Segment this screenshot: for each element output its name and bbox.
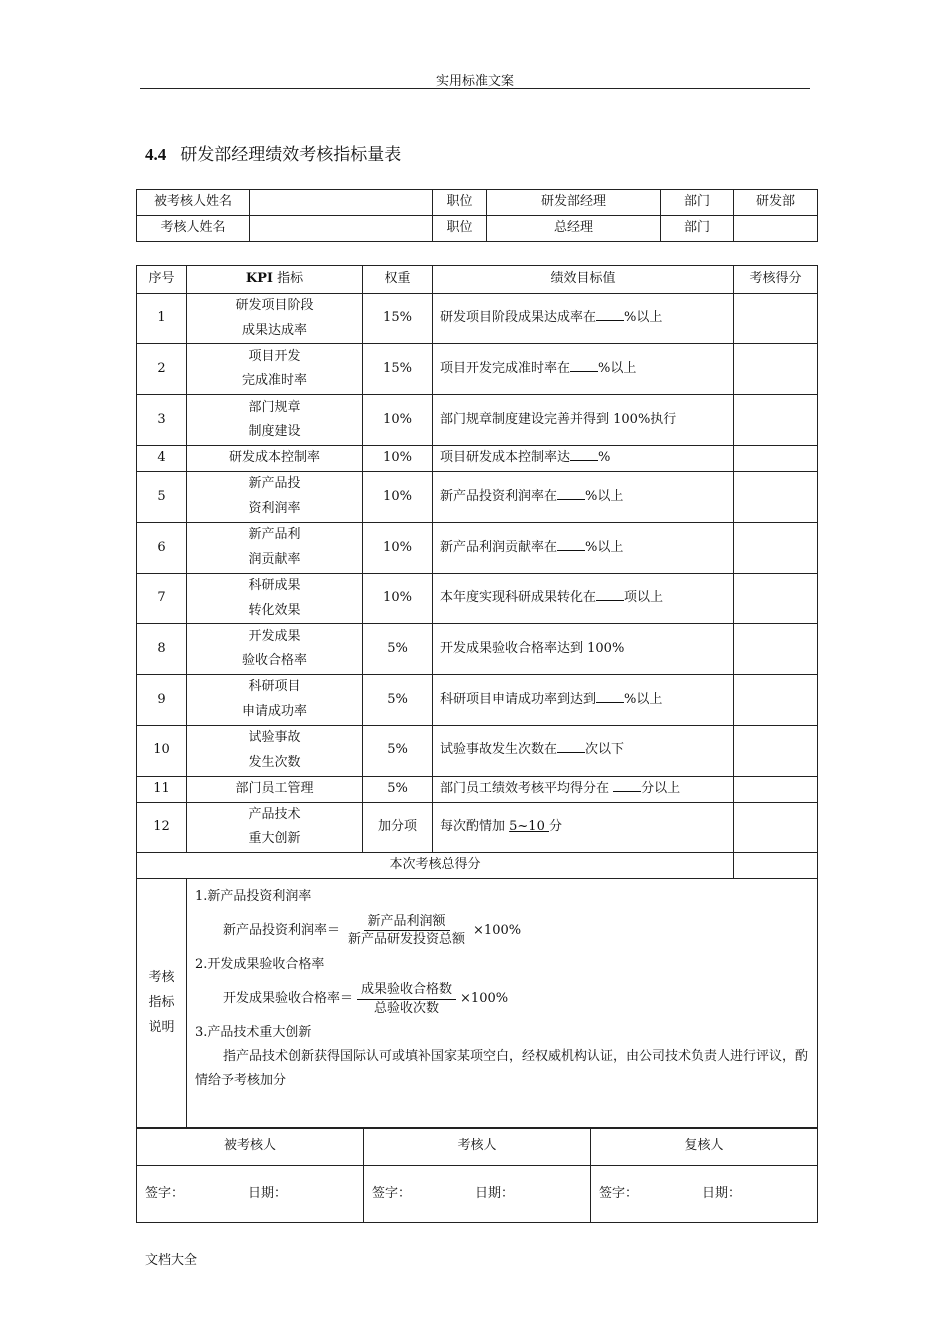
kpi-score-cell[interactable]	[734, 574, 818, 624]
kpi-row	[137, 776, 818, 802]
kpi-name-line2: 资利润率	[248, 501, 301, 517]
fill-blank[interactable]	[596, 309, 624, 321]
kpi-score-cell[interactable]	[734, 294, 818, 344]
kpi-score-cell[interactable]	[734, 446, 818, 472]
kpi-target-text: 本年度实现科研成果转化在	[440, 590, 597, 606]
formula2-left: 开发成果验收合格率＝	[223, 991, 354, 1007]
page-header: 实用标准文案	[435, 74, 514, 89]
kpi-target-text: 新产品利润贡献率在	[440, 539, 558, 555]
formula2-denominator: 总验收次数	[374, 1000, 440, 1016]
col-header-score: 考核得分	[734, 266, 818, 294]
signature-row	[137, 1166, 818, 1223]
kpi-weight: 10%	[363, 574, 433, 624]
kpi-row	[137, 472, 818, 523]
kpi-weight: 5%	[363, 624, 433, 675]
kpi-name-line1: 科研成果	[248, 578, 301, 594]
kpi-target-text: 研发项目阶段成果达成率在	[440, 310, 597, 326]
kpi-target-suffix: %以上	[585, 488, 624, 504]
appraisee-position-label: 职位	[433, 190, 487, 216]
kpi-no: 7	[137, 574, 187, 624]
note1-title: 1.新产品投资利润率	[195, 888, 312, 904]
kpi-score-cell[interactable]	[734, 344, 818, 395]
kpi-name	[187, 725, 363, 776]
fill-blank[interactable]	[570, 360, 598, 372]
kpi-target	[433, 523, 734, 574]
notes-content	[187, 878, 818, 1128]
kpi-no: 2	[137, 344, 187, 395]
note3-text: 指产品技术创新获得国际认可或填补国家某项空白，经权威机构认证，由公司技术负责人进行评议，酌情给予考核加分	[195, 1049, 809, 1089]
kpi-weight: 10%	[363, 472, 433, 523]
kpi-weight: 加分项	[363, 802, 433, 852]
kpi-target	[433, 776, 734, 802]
kpi-no: 4	[137, 446, 187, 472]
kpi-target	[433, 472, 734, 523]
kpi-score-cell[interactable]	[734, 523, 818, 574]
kpi-name-line1: 新产品利	[248, 527, 301, 543]
kpi-name-line2: 申请成功率	[241, 704, 307, 720]
note2-title: 2.开发成果验收合格率	[195, 957, 325, 973]
kpi-name-line1: 试验事故	[248, 730, 301, 746]
kpi-name-line1: 产品技术	[248, 806, 301, 822]
kpi-row	[137, 294, 818, 344]
sign-cell-appraisee[interactable]	[137, 1166, 364, 1223]
col-header-weight: 权重	[363, 266, 433, 294]
fill-blank[interactable]	[596, 691, 624, 703]
kpi-target-text: 项目研发成本控制率达	[440, 450, 571, 466]
fill-blank[interactable]	[613, 780, 641, 792]
kpi-target-suffix: %以上	[598, 361, 637, 377]
kpi-name-line2: 重大创新	[248, 831, 301, 847]
kpi-name-line1: 科研项目	[248, 679, 301, 695]
formula2-right: ×100%	[460, 991, 509, 1007]
notes-label-line2: 指标	[148, 995, 175, 1011]
formula2-numerator: 成果验收合格数	[357, 981, 456, 1000]
kpi-header-row	[137, 266, 818, 294]
col-header-target: 绩效目标值	[433, 266, 734, 294]
appraisee-name-label: 被考核人姓名	[137, 190, 250, 216]
kpi-name	[187, 294, 363, 344]
kpi-no: 6	[137, 523, 187, 574]
kpi-no: 12	[137, 802, 187, 852]
info-row-appraiser	[137, 216, 818, 242]
info-row-appraisee	[137, 190, 818, 216]
kpi-score-cell[interactable]	[734, 802, 818, 852]
kpi-target	[433, 574, 734, 624]
total-score-cell[interactable]	[734, 852, 818, 878]
fill-blank[interactable]	[557, 539, 585, 551]
formula1-right: ×100%	[473, 922, 522, 938]
kpi-no: 5	[137, 472, 187, 523]
sign-header-reviewer: 复核人	[591, 1128, 818, 1166]
kpi-target-suffix: 分以上	[641, 780, 681, 796]
kpi-target-suffix: %以上	[624, 310, 663, 326]
kpi-weight: 5%	[363, 675, 433, 725]
sign-header-appraiser: 考核人	[364, 1128, 591, 1166]
sign-label: 签字：	[599, 1185, 639, 1201]
kpi-target	[433, 344, 734, 395]
kpi-target	[433, 725, 734, 776]
kpi-name-line1: 研发项目阶段	[235, 298, 314, 313]
kpi-target	[433, 624, 734, 675]
kpi-score-cell[interactable]	[734, 624, 818, 675]
kpi-name	[187, 574, 363, 624]
kpi-weight: 15%	[363, 344, 433, 395]
appraisee-dept-value: 研发部	[734, 190, 818, 216]
kpi-name	[187, 344, 363, 395]
kpi-target-suffix: 项以上	[624, 590, 664, 606]
kpi-name	[187, 802, 363, 852]
kpi-name-line2: 验收合格率	[241, 653, 307, 669]
date-label: 日期：	[702, 1185, 742, 1201]
kpi-target-text: 部门员工绩效考核平均得分在	[440, 780, 614, 796]
kpi-score-cell[interactable]	[734, 675, 818, 725]
kpi-name	[187, 472, 363, 523]
kpi-target-text: 开发成果验收合格率达到 100%	[440, 641, 625, 657]
signature-table	[136, 1127, 818, 1223]
page-footer: 文档大全	[145, 1253, 198, 1268]
kpi-target-text: 项目开发完成准时率在	[440, 361, 571, 377]
kpi-name	[187, 523, 363, 574]
bonus-range: 5~10	[509, 818, 549, 834]
kpi-target-suffix: %以上	[624, 691, 663, 707]
fill-blank[interactable]	[557, 488, 585, 500]
notes-label-line1: 考核	[148, 970, 175, 986]
kpi-target-suffix: %	[598, 450, 611, 466]
kpi-target	[433, 395, 734, 446]
kpi-name-line2: 完成准时率	[241, 373, 307, 389]
formula-profit-rate	[223, 913, 809, 949]
col-header-kpi	[187, 266, 363, 294]
fill-blank[interactable]	[570, 449, 598, 461]
col-header-kpi-bold: KPI	[245, 271, 273, 287]
kpi-target	[433, 446, 734, 472]
kpi-name-line2: 发生次数	[248, 754, 301, 770]
kpi-row	[137, 624, 818, 675]
kpi-target-suffix: 次以下	[585, 742, 625, 758]
kpi-target	[433, 294, 734, 344]
kpi-name: 部门员工管理	[187, 776, 363, 802]
kpi-row	[137, 802, 818, 852]
kpi-no: 9	[137, 675, 187, 725]
kpi-name-line2: 成果达成率	[241, 322, 307, 338]
kpi-target-suffix: %以上	[585, 539, 624, 555]
kpi-row	[137, 675, 818, 725]
kpi-row	[137, 395, 818, 446]
sign-cell-reviewer[interactable]	[591, 1166, 818, 1223]
kpi-weight: 5%	[363, 725, 433, 776]
kpi-target	[433, 802, 734, 852]
formula1-denominator: 新产品研发投资总额	[348, 932, 466, 948]
formula1-numerator: 新产品利润额	[364, 913, 450, 932]
kpi-weight: 10%	[363, 446, 433, 472]
kpi-name	[187, 624, 363, 675]
appraiser-position-label: 职位	[433, 216, 487, 242]
formula-acceptance-rate	[223, 981, 809, 1017]
col-header-kpi-rest: 指标	[273, 271, 304, 287]
kpi-weight: 15%	[363, 294, 433, 344]
header-rule	[140, 88, 810, 89]
sign-header-appraisee: 被考核人	[137, 1128, 364, 1166]
kpi-score-cell[interactable]	[734, 395, 818, 446]
kpi-no: 3	[137, 395, 187, 446]
kpi-row	[137, 344, 818, 395]
kpi-no: 10	[137, 725, 187, 776]
kpi-row	[137, 574, 818, 624]
kpi-name-line2: 润贡献率	[248, 552, 301, 568]
kpi-no: 8	[137, 624, 187, 675]
kpi-name	[187, 395, 363, 446]
note3-title: 3.产品技术重大创新	[195, 1025, 312, 1041]
kpi-target-text: 部门规章制度建设完善并得到 100%执行	[440, 412, 677, 428]
sign-cell-appraiser[interactable]	[364, 1166, 591, 1223]
title-number: 4.4	[145, 145, 167, 164]
kpi-name-line1: 新产品投	[248, 476, 301, 492]
kpi-row	[137, 725, 818, 776]
sign-label: 签字：	[372, 1185, 412, 1201]
formula1-fraction	[344, 913, 469, 949]
kpi-target-text: 科研项目申请成功率到达到	[440, 691, 597, 707]
appraisee-name-field[interactable]	[250, 190, 433, 216]
col-header-no: 序号	[137, 266, 187, 294]
kpi-target-text: 新产品投资利润率在	[440, 488, 558, 504]
appraiser-dept-label: 部门	[661, 216, 734, 242]
kpi-name-line2: 转化效果	[248, 602, 301, 618]
kpi-target-suffix: 分	[548, 818, 562, 834]
kpi-weight: 5%	[363, 776, 433, 802]
kpi-name: 研发成本控制率	[187, 446, 363, 472]
kpi-name-line1: 项目开发	[248, 348, 301, 364]
sign-label: 签字：	[145, 1185, 185, 1201]
appraisee-position-value: 研发部经理	[487, 190, 661, 216]
kpi-target-text: 试验事故发生次数在	[440, 742, 558, 758]
title-text: 研发部经理绩效考核指标量表	[180, 145, 402, 165]
appraiser-name-label: 考核人姓名	[137, 216, 250, 242]
appraiser-position-value: 总经理	[487, 216, 661, 242]
kpi-no: 1	[137, 294, 187, 344]
notes-label-line3: 说明	[148, 1019, 175, 1035]
kpi-name-line2: 制度建设	[248, 424, 301, 440]
signature-header-row	[137, 1128, 818, 1166]
kpi-score-cell[interactable]	[734, 776, 818, 802]
page-title	[145, 140, 401, 165]
kpi-score-cell[interactable]	[734, 472, 818, 523]
formula2-fraction	[357, 981, 456, 1017]
fill-blank[interactable]	[557, 741, 585, 753]
total-score-row	[137, 852, 818, 878]
appraisee-dept-label: 部门	[661, 190, 734, 216]
kpi-row	[137, 523, 818, 574]
kpi-table	[136, 265, 818, 1129]
kpi-target-text: 每次酌情加	[440, 818, 510, 834]
kpi-score-cell[interactable]	[734, 725, 818, 776]
kpi-name-line1: 部门规章	[248, 399, 301, 415]
info-table	[136, 189, 818, 242]
kpi-weight: 10%	[363, 523, 433, 574]
kpi-target	[433, 675, 734, 725]
appraiser-dept-field[interactable]	[734, 216, 818, 242]
total-score-label: 本次考核总得分	[137, 852, 734, 878]
notes-label	[137, 878, 187, 1128]
kpi-weight: 10%	[363, 395, 433, 446]
kpi-row	[137, 446, 818, 472]
kpi-name-line1: 开发成果	[248, 628, 301, 644]
notes-row	[137, 878, 818, 1128]
date-label: 日期：	[475, 1185, 515, 1201]
kpi-name	[187, 675, 363, 725]
appraiser-name-field[interactable]	[250, 216, 433, 242]
formula1-left: 新产品投资利润率＝	[223, 922, 341, 938]
kpi-no: 11	[137, 776, 187, 802]
date-label: 日期：	[248, 1185, 288, 1201]
fill-blank[interactable]	[596, 589, 624, 601]
